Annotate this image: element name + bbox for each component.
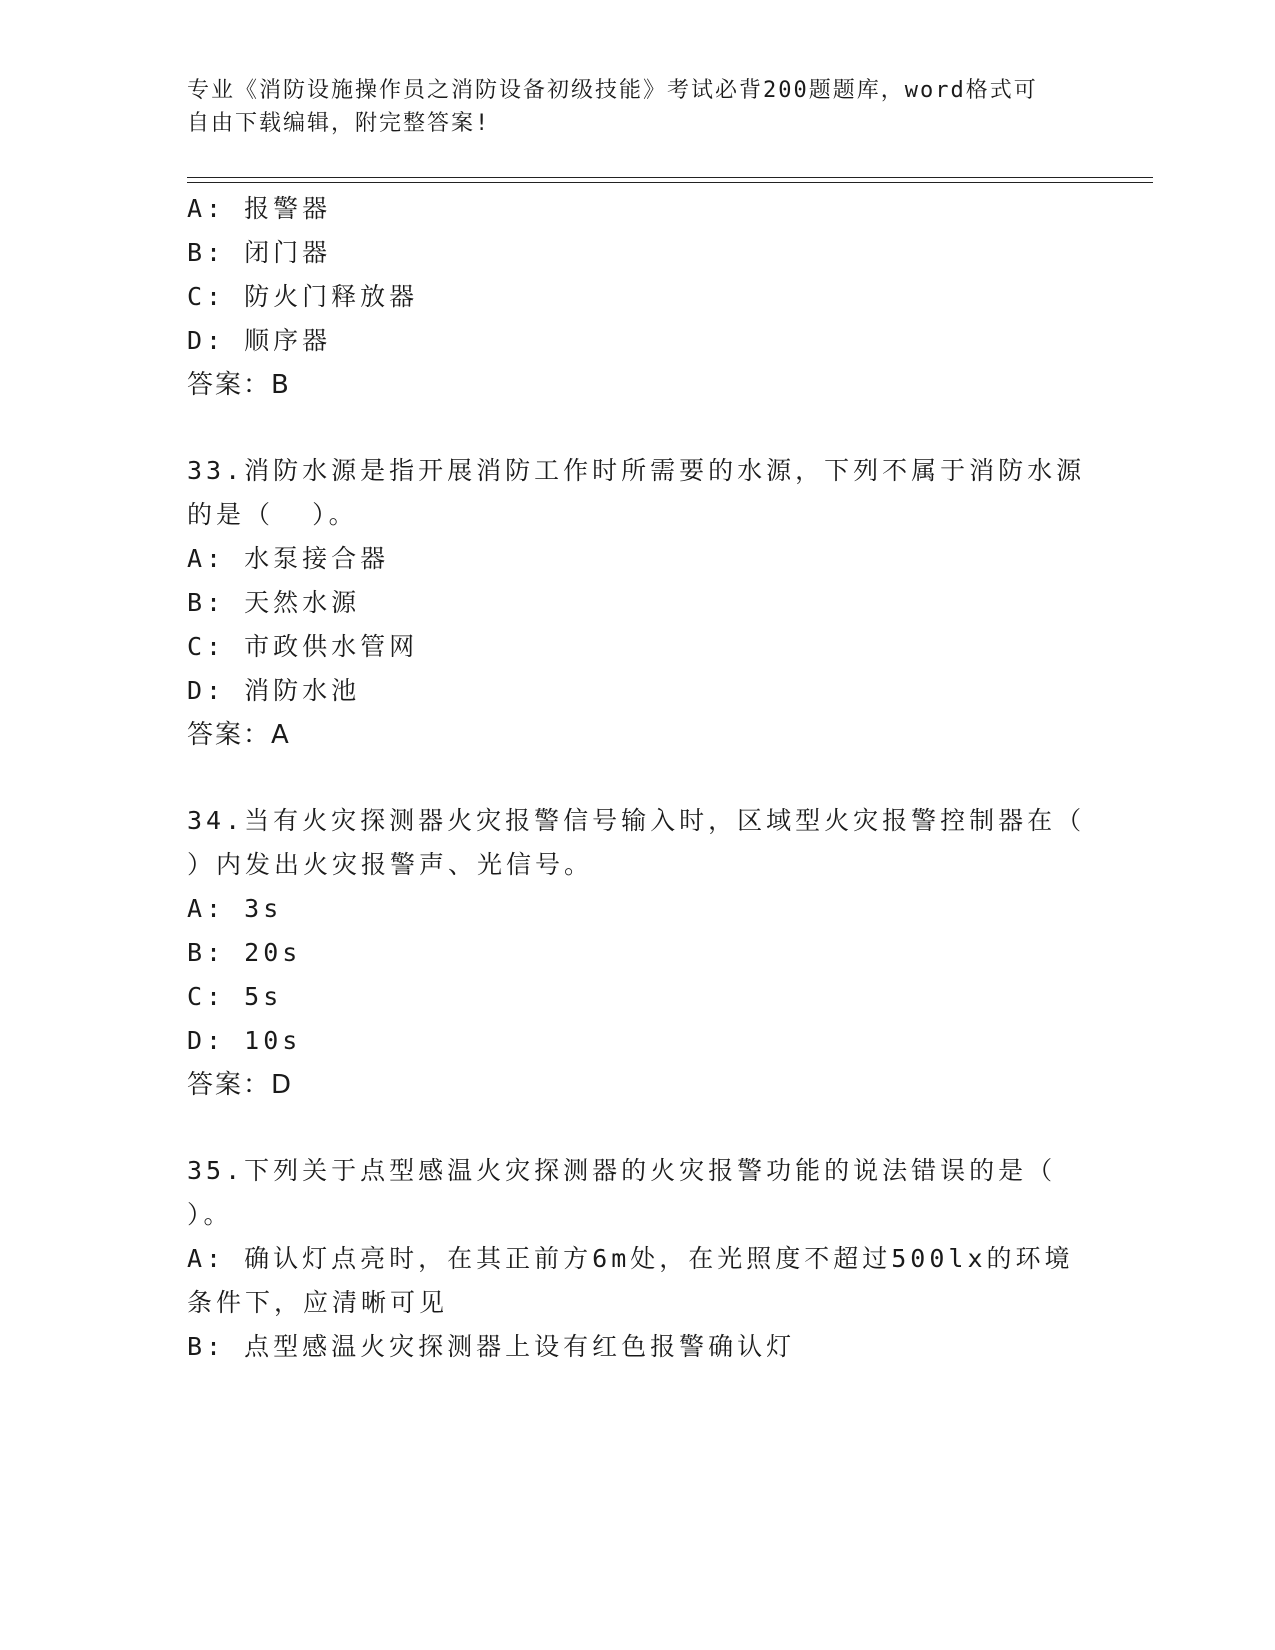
q35-option-a-line-2: 条件下，应清晰可见 <box>187 1288 449 1317</box>
header-rule-top <box>187 177 1153 178</box>
document-header <box>187 74 1087 140</box>
header-line-1: 专业《消防设施操作员之消防设备初级技能》考试必背200题题库，word格式可 <box>187 78 1038 103</box>
q32-answer: 答案：B <box>187 370 291 400</box>
q32-option-b: B: 闭门器 <box>187 238 332 267</box>
q33-option-c: C: 市政供水管网 <box>187 632 419 661</box>
q34-option-d: D: 10s <box>187 1026 302 1055</box>
q32-option-a: A: 报警器 <box>187 194 332 223</box>
q34-stem-line-1: 34.当有火灾探测器火灾报警信号输入时，区域型火灾报警控制器在（ <box>187 806 1086 835</box>
q33-option-b: B: 天然水源 <box>187 588 361 617</box>
q35-stem-line-1: 35.下列关于点型感温火灾探测器的火灾报警功能的说法错误的是（ <box>187 1156 1057 1185</box>
q33-stem-line-1: 33.消防水源是指开展消防工作时所需要的水源，下列不属于消防水源 <box>187 456 1086 485</box>
q34-option-c: C: 5s <box>187 982 283 1011</box>
q33-stem-line-2: 的是（ ）。 <box>187 500 358 529</box>
q34-stem-line-2: ）内发出火灾报警声、光信号。 <box>187 850 594 879</box>
q34-answer: 答案：D <box>187 1070 294 1100</box>
q35-option-a-line-1: A: 确认灯点亮时，在其正前方6m处，在光照度不超过500lx的环境 <box>187 1244 1074 1273</box>
q34-option-a: A: 3s <box>187 894 283 923</box>
q32-option-c: C: 防火门释放器 <box>187 282 419 311</box>
q33-option-d: D: 消防水池 <box>187 676 361 705</box>
q35-option-b: B: 点型感温火灾探测器上设有红色报警确认灯 <box>187 1332 796 1361</box>
q35-stem-line-2: ）。 <box>187 1200 233 1229</box>
header-line-2: 自由下载编辑，附完整答案! <box>187 111 491 136</box>
header-rule-bottom <box>187 182 1153 183</box>
q34-option-b: B: 20s <box>187 938 302 967</box>
q33-answer: 答案：A <box>187 720 291 750</box>
q33-option-a: A: 水泵接合器 <box>187 544 390 573</box>
q32-option-d: D: 顺序器 <box>187 326 332 355</box>
